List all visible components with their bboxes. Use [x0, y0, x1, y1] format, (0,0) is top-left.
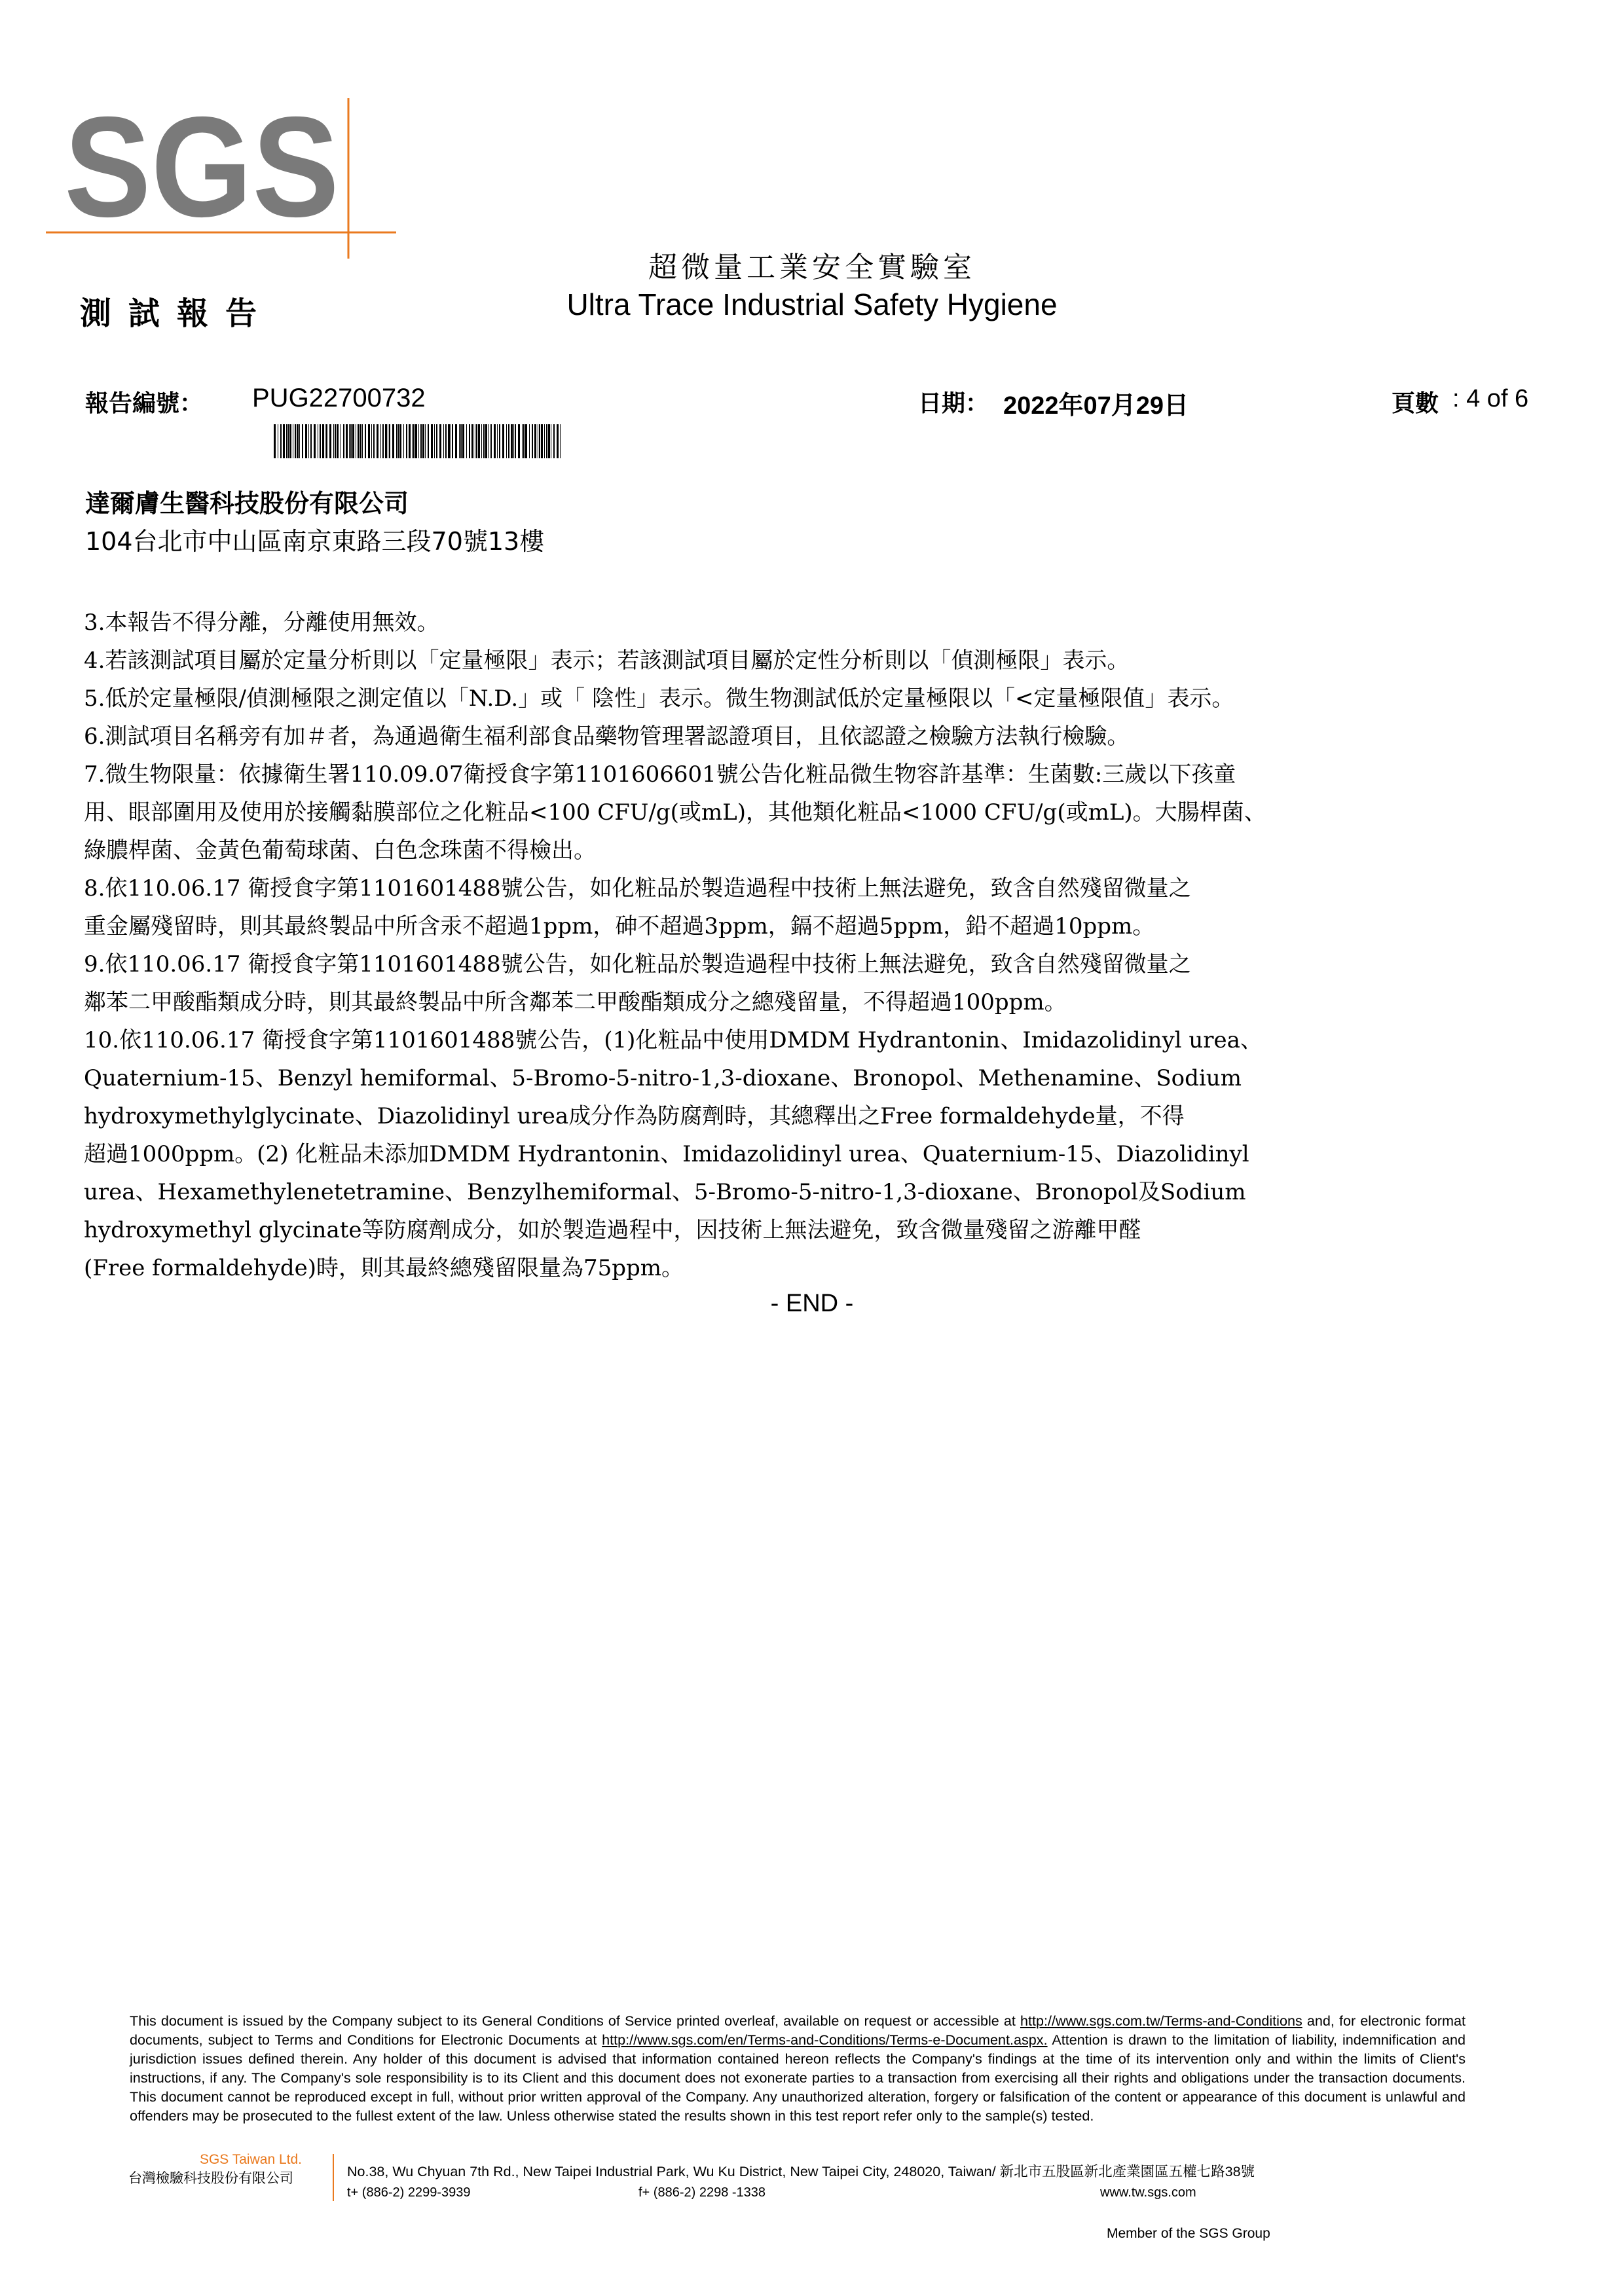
note-line: 綠膿桿菌、金黃色葡萄球菌、白色念珠菌不得檢出。	[84, 837, 596, 864]
note-item	[84, 869, 1551, 945]
barcode-bar	[283, 424, 285, 458]
barcode-bar	[525, 424, 527, 458]
barcode-bar	[314, 424, 316, 458]
report-date: 2022年07月29日	[1003, 392, 1189, 420]
barcode-bar	[513, 424, 514, 458]
barcode-bar	[389, 424, 390, 458]
disclaimer-text-3: Attention is drawn to the limitation of liability, indemnification and jurisdiction issues defined therein. Any holder of this document is advised that information contained hereon reflects the Company's findings at the time of its intervention only and within the limits of Client's instructions, if any. The Company's sole responsibility is to its Client and this document does not exonerate parties to a transaction from exercising all their rights and obligations under the transaction documents. This document cannot be reproduced except in full, without prior written approval of the Company. Any unauthorized alteration, forgery or falsification of the content or appearance of this document is unlawful and offenders may be prosecuted to the fullest extent of the law. Unless otherwise stated the results shown in this test report refer only to the sample(s) tested.	[130, 2032, 1466, 2124]
barcode-bar	[415, 424, 417, 458]
note-line: 3.本報告不得分離，分離使用無效。	[84, 610, 439, 636]
barcode-bar	[439, 424, 441, 458]
footer-address: No.38, Wu Chyuan 7th Rd., New Taipei Industrial Park, Wu Ku District, New Taipei City, 248020, Taiwan/ 新北市五股區新北產業園區五權七路38號	[347, 2164, 1255, 2179]
note-line: 4.若該測試項目屬於定量分析則以「定量極限」表示；若該測試項目屬於定性分析則以「偵測極限」表示。	[84, 647, 1130, 674]
barcode-bar	[399, 424, 401, 458]
note-line: 7.微生物限量：依據衛生署110.09.07衛授食字第1101606601號公告化粧品微生物容許基準：生菌數:三歲以下孩童	[84, 761, 1236, 788]
footer-divider	[333, 2154, 334, 2201]
barcode-bar	[471, 424, 473, 458]
barcode-bar	[295, 424, 296, 458]
barcode-bar	[494, 424, 496, 458]
barcode-bar	[297, 424, 299, 458]
barcode-bar	[553, 424, 555, 458]
barcode-bar	[373, 424, 375, 458]
barcode-bar	[459, 424, 460, 458]
note-line: 9.依110.06.17 衛授食字第1101601488號公告，如化粧品於製造過程中技術上無法避免，致含自然殘留微量之	[84, 951, 1191, 977]
footer-company	[128, 2152, 318, 2187]
barcode-bar	[368, 424, 370, 458]
barcode-bar	[280, 424, 282, 458]
barcode-bar	[360, 424, 361, 458]
barcode-bar	[478, 424, 480, 458]
page-label: 頁數	[1392, 390, 1439, 417]
barcode-bar	[560, 424, 561, 458]
barcode-bar	[481, 424, 482, 458]
barcode-bar	[422, 424, 424, 458]
barcode-bar	[274, 424, 276, 458]
barcode-bar	[522, 424, 523, 458]
barcode-bar	[403, 424, 404, 458]
barcode-bar	[385, 424, 387, 458]
barcode-bar	[532, 424, 533, 458]
note-item	[84, 604, 1551, 642]
footer-fax: f+ (886-2) 2298 -1338	[638, 2185, 766, 2200]
barcode-bar	[544, 424, 545, 458]
barcode-bar	[443, 424, 444, 458]
barcode-bar	[483, 424, 485, 458]
barcode-bar	[488, 424, 489, 458]
disclaimer-text-2: and, for electronic format documents, subject to Terms and Conditions for Electronic Documents at	[130, 2013, 1466, 2048]
notes-list	[84, 604, 1551, 1287]
note-line: (Free formaldehyde)時，則其最終總殘留限量為75ppm。	[84, 1255, 684, 1281]
barcode-bar	[350, 424, 352, 458]
barcode-bar	[557, 424, 559, 458]
note-line: urea、Hexamethylenetetramine、Benzylhemiformal、5-Bromo-5-nitro-1,3-dioxane、Bronopol及Sodium	[84, 1179, 1246, 1205]
barcode-bar	[371, 424, 372, 458]
barcode-bar	[396, 424, 397, 458]
barcode-bar	[546, 424, 547, 458]
barcode-bar	[534, 424, 536, 458]
note-line: Quaternium-15、Benzyl hemiformal、5-Bromo-5-nitro-1,3-dioxane、Bronopol、Methenamine、Sodium	[84, 1065, 1242, 1091]
client-address: 104台北市中山區南京東路三段70號13樓	[85, 527, 545, 556]
footer-telephone: t+ (886-2) 2299-3939	[347, 2185, 471, 2200]
barcode-bar	[358, 424, 359, 458]
barcode-bar	[397, 424, 399, 458]
footer-company-en: SGS Taiwan Ltd.	[199, 2152, 302, 2167]
note-line: hydroxymethylglycinate、Diazolidinyl urea成分作為防腐劑時，其總釋出之Free formaldehyde量，不得	[84, 1103, 1185, 1129]
barcode-bar	[299, 424, 300, 458]
barcode-bar	[382, 424, 384, 458]
barcode-bar	[352, 424, 354, 458]
barcode-bar	[287, 424, 289, 458]
terms-link[interactable]: http://www.sgs.com.tw/Terms-and-Conditions	[1020, 2013, 1302, 2029]
note-item	[84, 945, 1551, 1021]
e-document-terms-link[interactable]: http://www.sgs.com/en/Terms-and-Conditions/Terms-e-Document.aspx.	[602, 2032, 1048, 2048]
client-company: 達爾膚生醫科技股份有限公司	[85, 489, 409, 518]
barcode-bar	[434, 424, 435, 458]
barcode-bar	[529, 424, 530, 458]
page-number: : 4 of 6	[1452, 385, 1529, 412]
barcode-bar	[428, 424, 429, 458]
barcode-bar	[333, 424, 334, 458]
note-item	[84, 680, 1551, 718]
sgs-logo	[46, 98, 396, 259]
barcode-bar	[409, 424, 411, 458]
note-line: 鄰苯二甲酸酯類成分時，則其最終製品中所含鄰苯二甲酸酯類成分之總殘留量，不得超過100ppm。	[84, 989, 1067, 1015]
note-line: 10.依110.06.17 衛授食字第1101601488號公告，(1)化粧品中使用DMDM Hydrantonin、Imidazolidinyl urea、	[84, 1027, 1263, 1053]
barcode-bar	[392, 424, 394, 458]
note-line: 5.低於定量極限/偵測極限之測定值以「N.D.」或「 陰性」表示。微生物測試低於定量極限以「<定量極限值」表示。	[84, 685, 1234, 712]
barcode-bar	[490, 424, 492, 458]
barcode-bar	[322, 424, 324, 458]
barcode-bar	[362, 424, 363, 458]
barcode-bar	[337, 424, 339, 458]
report-number-label: 報告編號：	[85, 390, 204, 417]
barcode-bar	[431, 424, 433, 458]
disclaimer	[130, 2011, 1466, 2125]
barcode-bar	[412, 424, 413, 458]
lab-name-en: Ultra Trace Industrial Safety Hygiene	[566, 287, 1058, 321]
barcode	[274, 424, 563, 458]
barcode-bar	[455, 424, 457, 458]
barcode-bar	[506, 424, 507, 458]
note-line: hydroxymethyl glycinate等防腐劑成分，如於製造過程中，因技術上無法避免，致含微量殘留之游離甲醛	[84, 1217, 1141, 1243]
note-item	[84, 642, 1551, 680]
barcode-bar	[445, 424, 447, 458]
note-line: 8.依110.06.17 衛授食字第1101601488號公告，如化粧品於製造過程中技術上無法避免，致含自然殘留微量之	[84, 875, 1191, 902]
note-item	[84, 756, 1551, 869]
barcode-bar	[518, 424, 520, 458]
note-item	[84, 1021, 1551, 1287]
barcode-bar	[425, 424, 426, 458]
barcode-bar	[305, 424, 307, 458]
member-of-sgs-group: Member of the SGS Group	[1107, 2226, 1270, 2241]
barcode-bar	[406, 424, 407, 458]
barcode-bar	[420, 424, 422, 458]
barcode-bar	[436, 424, 437, 458]
barcode-bar	[413, 424, 415, 458]
barcode-bar	[466, 424, 467, 458]
barcode-bar	[329, 424, 331, 458]
barcode-bar	[346, 424, 348, 458]
lab-name-zh: 超微量工業安全實驗室	[648, 251, 976, 284]
barcode-bar	[308, 424, 309, 458]
barcode-bar	[523, 424, 525, 458]
barcode-bar	[548, 424, 550, 458]
barcode-bar	[452, 424, 453, 458]
barcode-bar	[326, 424, 327, 458]
barcode-bar	[497, 424, 498, 458]
sgs-logo-text: SGS	[64, 98, 339, 247]
barcode-bar	[320, 424, 321, 458]
barcode-bar	[539, 424, 540, 458]
barcode-bar	[286, 424, 287, 458]
barcode-bar	[349, 424, 350, 458]
note-item	[84, 718, 1551, 756]
barcode-bar	[515, 424, 516, 458]
date-label: 日期：	[918, 390, 989, 417]
note-line: 6.測試項目名稱旁有加＃者，為通過衛生福利部食品藥物管理署認證項目，且依認證之檢驗方法執行檢驗。	[84, 723, 1130, 750]
note-line: 重金屬殘留時，則其最終製品中所含汞不超過1ppm，砷不超過3ppm，鎘不超過5ppm，鉛不超過10ppm。	[84, 913, 1155, 939]
barcode-bar	[377, 424, 378, 458]
end-mark: - END -	[770, 1290, 854, 1317]
barcode-bar	[418, 424, 419, 458]
barcode-bar	[365, 424, 366, 458]
barcode-bar	[460, 424, 462, 458]
barcode-bar	[541, 424, 543, 458]
document-title: 測試報告	[80, 295, 274, 332]
barcode-bar	[343, 424, 344, 458]
barcode-bar	[508, 424, 509, 458]
footer-company-zh: 台灣檢驗科技股份有限公司	[128, 2170, 293, 2186]
barcode-bar	[462, 424, 464, 458]
footer-website[interactable]: www.tw.sgs.com	[1100, 2185, 1196, 2200]
barcode-bar	[302, 424, 303, 458]
barcode-bar	[289, 424, 291, 458]
barcode-bar	[485, 424, 487, 458]
barcode-bar	[448, 424, 450, 458]
barcode-bar	[335, 424, 336, 458]
barcode-bar	[476, 424, 477, 458]
barcode-bar	[310, 424, 312, 458]
note-line: 用、眼部圍用及使用於接觸黏膜部位之化粧品<100 CFU/g(或mL)，其他類化粧品<1000 CFU/g(或mL)。大腸桿菌、	[84, 799, 1266, 826]
note-line: 超過1000ppm。(2) 化粧品未添加DMDM Hydrantonin、Imidazolidinyl urea、Quaternium-15、Diazolidinyl	[84, 1141, 1249, 1167]
barcode-bar	[499, 424, 500, 458]
report-number: PUG22700732	[252, 384, 426, 412]
barcode-bar	[469, 424, 470, 458]
barcode-bar	[511, 424, 513, 458]
barcode-bar	[502, 424, 504, 458]
barcode-bar	[380, 424, 381, 458]
disclaimer-text-1: This document is issued by the Company subject to its General Conditions of Service printed overleaf, available on request or accessible at	[130, 2013, 1020, 2029]
